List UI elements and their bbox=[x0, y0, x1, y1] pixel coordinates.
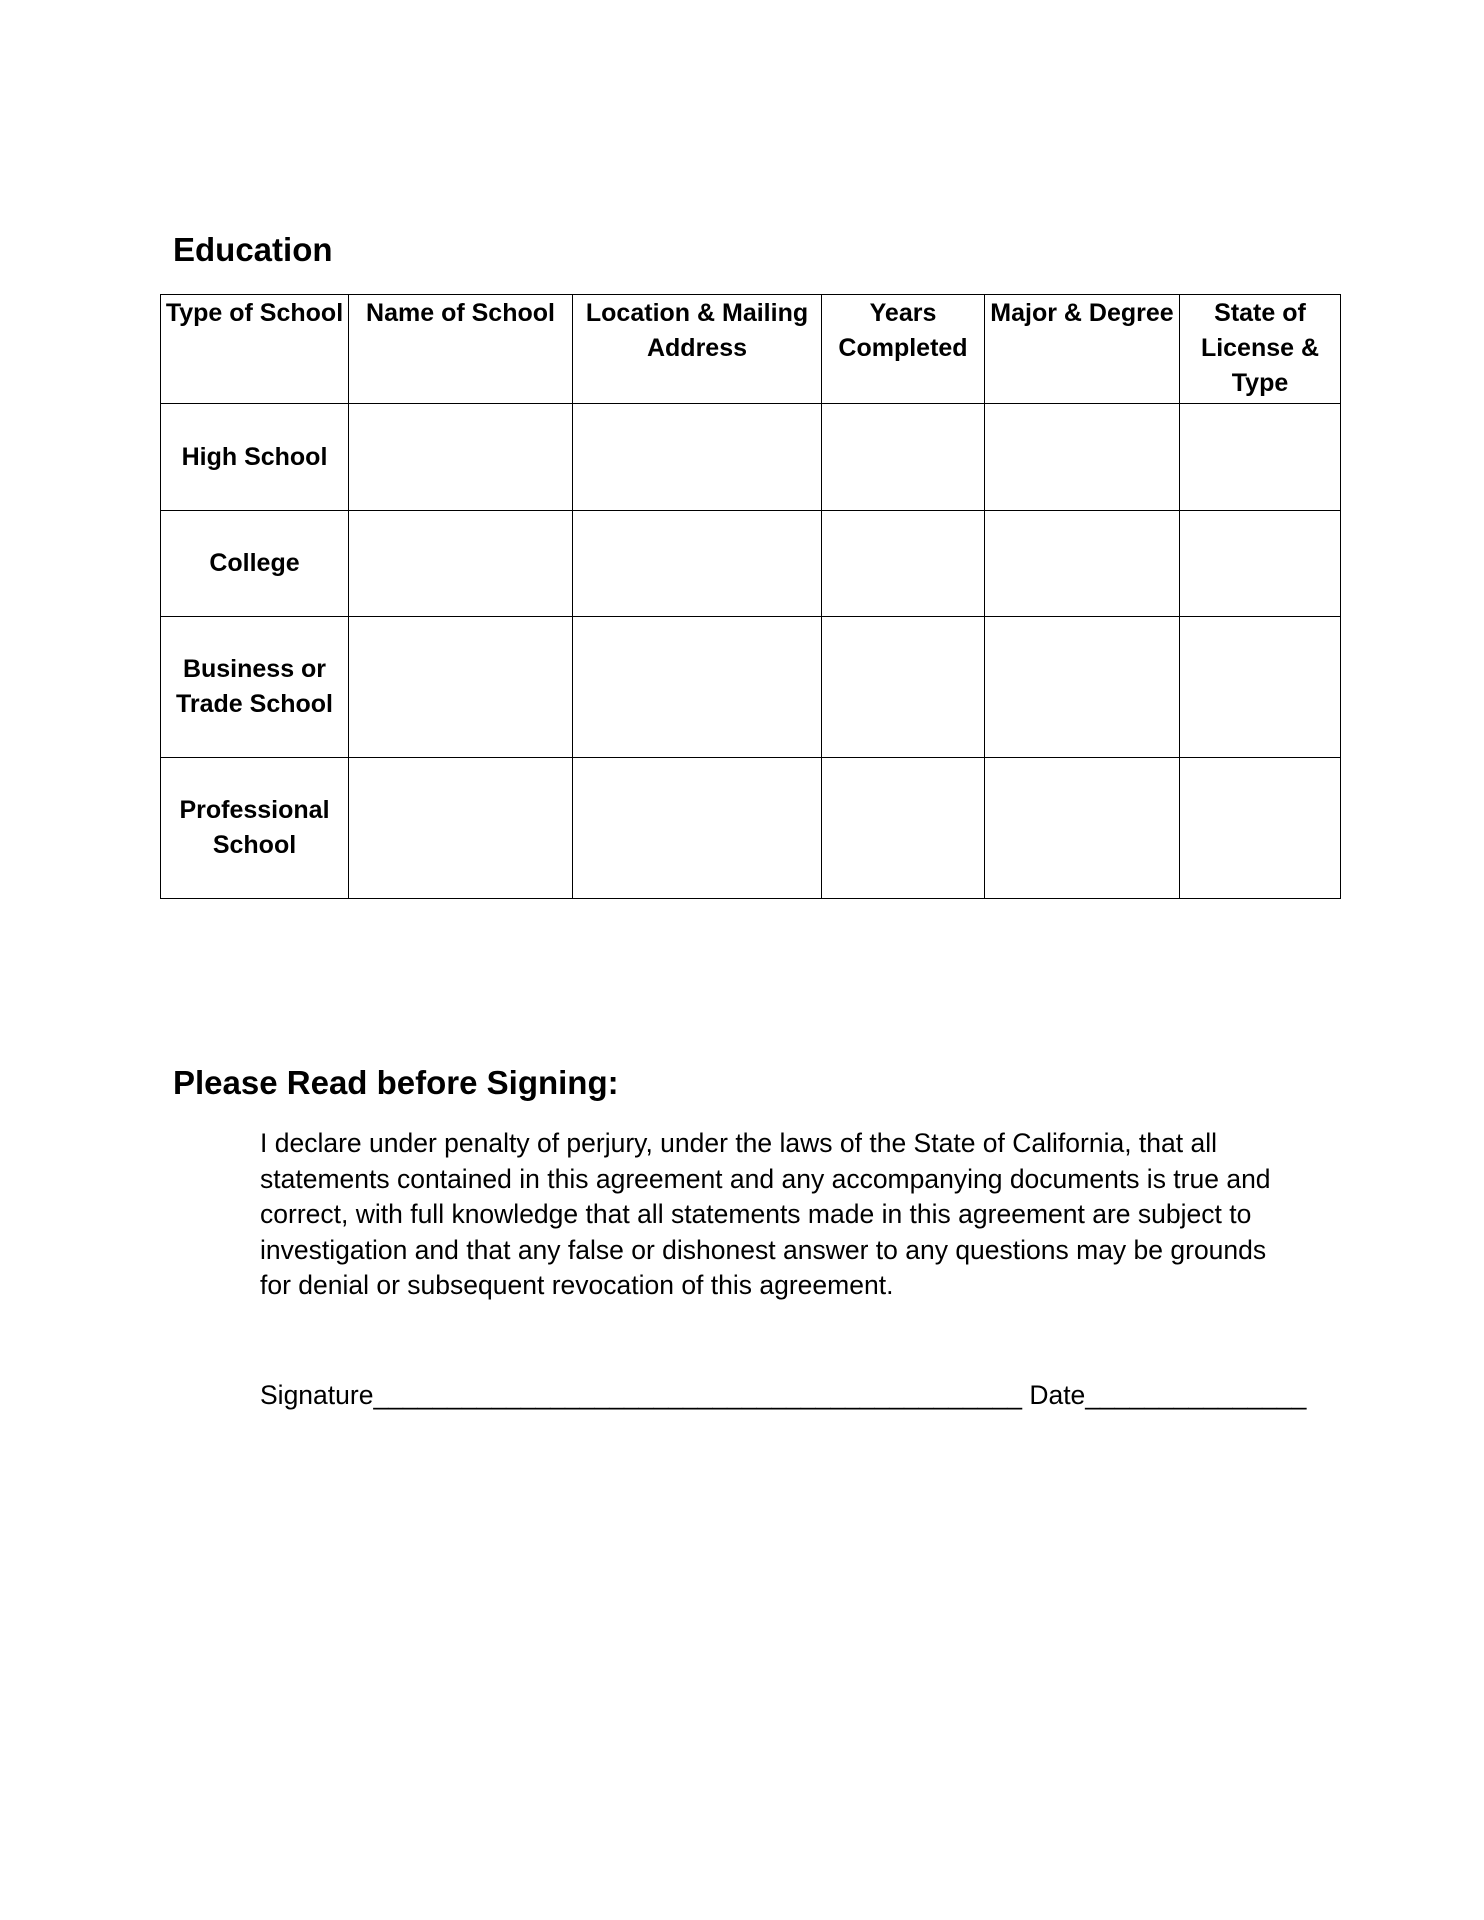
high-school-location-field[interactable] bbox=[573, 404, 822, 511]
business-school-name-field[interactable] bbox=[349, 617, 573, 758]
row-label-high-school: High School bbox=[161, 404, 349, 511]
business-school-license-field[interactable] bbox=[1180, 617, 1341, 758]
row-label-business-trade-school: Business or Trade School bbox=[161, 617, 349, 758]
business-school-location-field[interactable] bbox=[573, 617, 822, 758]
high-school-major-field[interactable] bbox=[985, 404, 1180, 511]
college-location-field[interactable] bbox=[573, 511, 822, 617]
table-row-high-school bbox=[161, 404, 1341, 511]
signature-label: Signature bbox=[260, 1380, 374, 1410]
professional-school-major-field[interactable] bbox=[985, 758, 1180, 899]
business-school-years-field[interactable] bbox=[822, 617, 985, 758]
header-type-of-school: Type of School bbox=[161, 295, 349, 404]
college-name-field[interactable] bbox=[349, 511, 573, 617]
signature-date-line bbox=[260, 1378, 1306, 1413]
college-years-field[interactable] bbox=[822, 511, 985, 617]
table-row-professional-school bbox=[161, 758, 1341, 899]
business-school-major-field[interactable] bbox=[985, 617, 1180, 758]
table-row-business-trade-school bbox=[161, 617, 1341, 758]
professional-school-years-field[interactable] bbox=[822, 758, 985, 899]
header-major-degree: Major & Degree bbox=[985, 295, 1180, 404]
high-school-years-field[interactable] bbox=[822, 404, 985, 511]
row-label-professional-school: Professional School bbox=[161, 758, 349, 899]
high-school-name-field[interactable] bbox=[349, 404, 573, 511]
high-school-license-field[interactable] bbox=[1180, 404, 1341, 511]
row-label-college: College bbox=[161, 511, 349, 617]
professional-school-name-field[interactable] bbox=[349, 758, 573, 899]
college-license-field[interactable] bbox=[1180, 511, 1341, 617]
professional-school-location-field[interactable] bbox=[573, 758, 822, 899]
perjury-declaration: I declare under penalty of perjury, under the laws of the State of California, that all statements contained in this agreement and any accompanying documents is true and correct, with full knowledge that all statements made in this agreement are subject to investigation and that any false or dishonest answer to any questions may be grounds for denial or subsequent revocation of this agreement. bbox=[260, 1128, 1271, 1300]
header-location-mailing-address: Location & Mailing Address bbox=[573, 295, 822, 404]
professional-school-license-field[interactable] bbox=[1180, 758, 1341, 899]
header-state-of-license-type: State of License & Type bbox=[1180, 295, 1341, 404]
table-row-college bbox=[161, 511, 1341, 617]
header-name-of-school: Name of School bbox=[349, 295, 573, 404]
date-field[interactable]: _______________ bbox=[1085, 1380, 1307, 1410]
education-header-row bbox=[161, 295, 1341, 404]
education-table bbox=[160, 294, 1341, 899]
signature-field[interactable]: ____________________________________________ bbox=[373, 1380, 1022, 1410]
signing-heading: Please Read before Signing: bbox=[173, 1064, 619, 1101]
college-major-field[interactable] bbox=[985, 511, 1180, 617]
header-years-completed: Years Completed bbox=[822, 295, 985, 404]
date-label: Date bbox=[1029, 1380, 1086, 1410]
education-heading: Education bbox=[173, 231, 333, 268]
